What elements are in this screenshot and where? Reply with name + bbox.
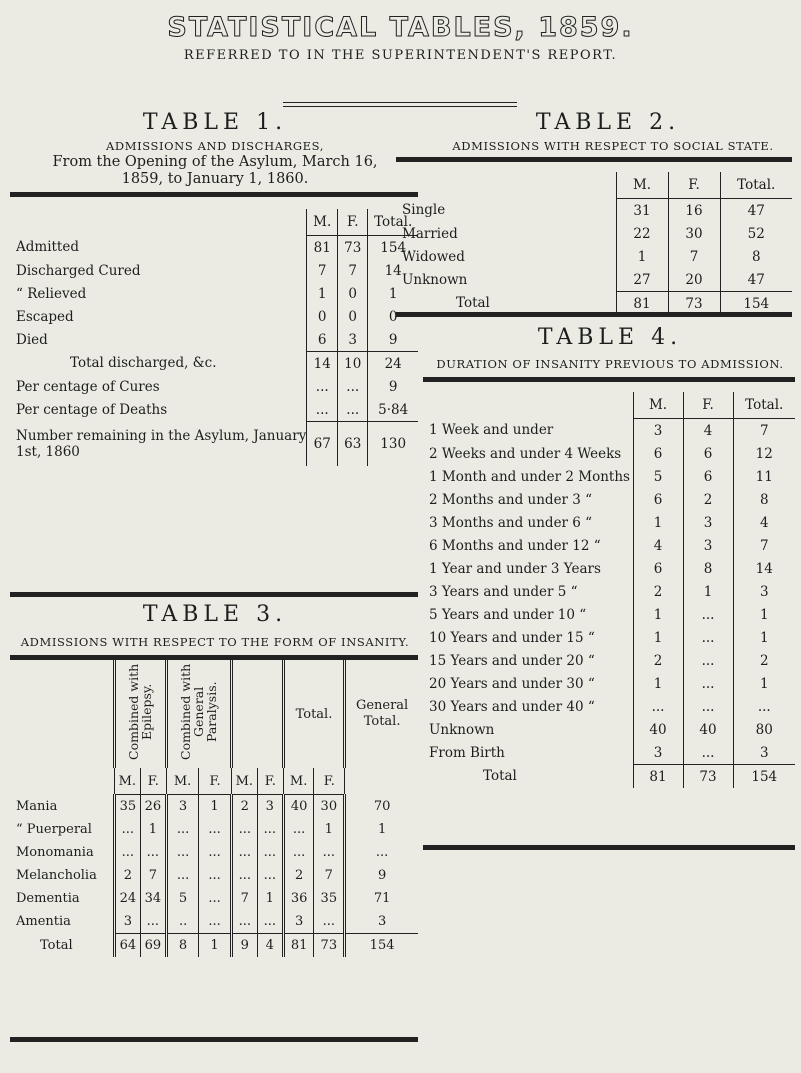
table1-caption: ADMISSIONS AND DISCHARGES, <box>106 139 324 153</box>
divider <box>283 106 517 107</box>
row-label: Escaped <box>16 308 74 325</box>
table-row <box>396 199 792 223</box>
cell-value: ... <box>257 818 283 841</box>
cell-f: 0 <box>338 305 368 328</box>
cell-m: 2 <box>633 649 683 672</box>
cell-total: 3 <box>733 580 795 603</box>
table-row <box>423 580 795 603</box>
cell-value: ... <box>199 864 231 887</box>
row-label: 1 Week and under <box>429 422 554 439</box>
row-label: From Birth <box>429 744 505 761</box>
cell-value: 30 <box>314 795 345 819</box>
cell-value: 36 <box>283 887 314 910</box>
row-label: Per centage of Deaths <box>16 401 168 418</box>
cell-value: 1 <box>199 934 231 958</box>
cell-value: ... <box>231 818 257 841</box>
cell-value: ... <box>314 841 345 864</box>
table-row <box>10 236 418 260</box>
cell-value: 34 <box>140 887 166 910</box>
cell-total: 8 <box>733 488 795 511</box>
group-paralysis: Combined with General Paralysis. <box>178 663 220 761</box>
col-m: M. <box>307 209 338 236</box>
cell-f: 3 <box>338 328 368 352</box>
cell-f: 7 <box>338 259 368 282</box>
cell-value: 73 <box>314 934 345 958</box>
table-row <box>423 672 795 695</box>
table-row <box>10 282 418 305</box>
table-row <box>423 649 795 672</box>
row-label: 10 Years and under 15 “ <box>429 629 595 646</box>
cell-value: ... <box>199 818 231 841</box>
cell-m: 31 <box>616 199 668 223</box>
cell-value: 2 <box>283 864 314 887</box>
page-subtitle: REFERRED TO IN THE SUPERINTENDENT'S REPORT. <box>183 48 618 63</box>
cell-f: 73 <box>338 236 368 260</box>
cell-general-total: 1 <box>345 818 418 841</box>
cell-f: ... <box>683 626 733 649</box>
cell-m: 14 <box>307 352 338 376</box>
table-row <box>10 910 418 934</box>
cell-total: 47 <box>720 268 792 292</box>
cell-f: 30 <box>668 222 720 245</box>
cell-f: 3 <box>683 534 733 557</box>
cell-m: 4 <box>633 534 683 557</box>
col-f: F. <box>140 768 166 795</box>
col-m: M. <box>114 768 140 795</box>
cell-value: ... <box>257 864 283 887</box>
table-row <box>10 375 418 398</box>
col-f: F. <box>314 768 345 795</box>
table-row <box>396 245 792 268</box>
table3-title: TABLE 3. <box>142 602 288 627</box>
row-label: Total discharged, &c. <box>70 355 217 372</box>
table4-caption: DURATION OF INSANITY PREVIOUS TO ADMISSION. <box>436 357 784 371</box>
cell-value: ... <box>231 864 257 887</box>
col-f: F. <box>199 768 231 795</box>
row-label: 5 Years and under 10 “ <box>429 606 587 623</box>
cell-m: ... <box>307 398 338 422</box>
col-f: F. <box>338 209 368 236</box>
table-row <box>10 818 418 841</box>
cell-total: 7 <box>733 419 795 443</box>
row-label: Unknown <box>402 271 468 288</box>
cell-m: 81 <box>633 765 683 789</box>
table-row <box>10 795 418 819</box>
table-row <box>10 305 418 328</box>
cell-value: 35 <box>114 795 140 819</box>
table-row <box>423 419 795 443</box>
table-row <box>423 488 795 511</box>
table4-header <box>423 392 795 419</box>
col-total: Total. <box>368 209 418 236</box>
table4 <box>423 377 795 850</box>
divider <box>283 102 517 103</box>
cell-value: ... <box>231 910 257 934</box>
table-row <box>10 887 418 910</box>
cell-total: 130 <box>368 422 418 466</box>
cell-total: 1 <box>368 282 418 305</box>
col-m: M. <box>283 768 314 795</box>
row-label: Total <box>483 768 517 785</box>
col-total: Total. <box>720 172 792 199</box>
cell-total: 14 <box>733 557 795 580</box>
cell-general-total: ... <box>345 841 418 864</box>
row-label: Total <box>456 295 490 312</box>
row-label <box>10 422 307 466</box>
cell-total: 154 <box>368 236 418 260</box>
cell-value: 7 <box>231 887 257 910</box>
table-row <box>10 328 418 352</box>
table-row <box>10 259 418 282</box>
row-label: 20 Years and under 30 “ <box>429 675 595 692</box>
cell-value: .. <box>166 910 198 934</box>
cell-m: 81 <box>307 236 338 260</box>
cell-m: 6 <box>633 442 683 465</box>
table-row <box>10 422 418 466</box>
row-label: “ Puerperal <box>16 822 92 837</box>
cell-total: 8 <box>720 245 792 268</box>
cell-total: 4 <box>733 511 795 534</box>
cell-total: 9 <box>368 328 418 352</box>
cell-value: 5 <box>166 887 198 910</box>
table-row <box>396 268 792 292</box>
cell-f: 6 <box>683 465 733 488</box>
cell-total: 154 <box>733 765 795 789</box>
row-label: 2 Weeks and under 4 Weeks <box>429 445 622 462</box>
col-m: M. <box>633 392 683 419</box>
col-f: F. <box>683 392 733 419</box>
cell-m: 67 <box>307 422 338 466</box>
row-label: Per centage of Cures <box>16 378 160 395</box>
cell-total: 5·84 <box>368 398 418 422</box>
cell-m: 22 <box>616 222 668 245</box>
table-row <box>423 511 795 534</box>
cell-value: ... <box>114 818 140 841</box>
cell-value: 1 <box>140 818 166 841</box>
row-label: 2 Months and under 3 “ <box>429 491 593 508</box>
cell-total: 11 <box>733 465 795 488</box>
cell-value: 69 <box>140 934 166 958</box>
cell-general-total: 70 <box>345 795 418 819</box>
cell-f: 6 <box>683 442 733 465</box>
cell-value: ... <box>166 818 198 841</box>
cell-total: 52 <box>720 222 792 245</box>
cell-f: 16 <box>668 199 720 223</box>
page-title: STATISTICAL TABLES, 1859. <box>167 12 634 43</box>
cell-total: 24 <box>368 352 418 376</box>
table-row <box>423 741 795 765</box>
cell-f: 7 <box>668 245 720 268</box>
table-row <box>423 465 795 488</box>
cell-f: 4 <box>683 419 733 443</box>
cell-value: ... <box>199 887 231 910</box>
cell-value: 3 <box>257 795 283 819</box>
table2 <box>396 157 792 317</box>
cell-value: 7 <box>314 864 345 887</box>
cell-m: 1 <box>633 626 683 649</box>
col-f: F. <box>668 172 720 199</box>
cell-value: 3 <box>283 910 314 934</box>
table-row <box>10 352 418 376</box>
row-label: Amentia <box>16 914 71 930</box>
table-row <box>10 934 418 958</box>
table3-header <box>10 768 418 795</box>
table2-title: TABLE 2. <box>535 110 681 135</box>
row-label: 1 Month and under 2 Months <box>429 468 630 485</box>
table3-group-header <box>10 660 418 768</box>
table-row <box>396 222 792 245</box>
cell-f: 63 <box>338 422 368 466</box>
cell-value: 2 <box>114 864 140 887</box>
cell-m: 2 <box>633 580 683 603</box>
cell-total: 9 <box>368 375 418 398</box>
table-row <box>423 557 795 580</box>
table1-title: TABLE 1. <box>142 110 288 135</box>
row-label: 30 Years and under 40 “ <box>429 698 595 715</box>
row-label: Admitted <box>16 239 79 256</box>
table4-title: TABLE 4. <box>537 325 683 350</box>
table-row <box>423 695 795 718</box>
cell-total: 1 <box>733 672 795 695</box>
cell-m: 3 <box>633 741 683 765</box>
cell-total: 3 <box>733 741 795 765</box>
table2-header <box>396 172 792 199</box>
cell-f: 73 <box>683 765 733 789</box>
row-label: 6 Months and under 12 “ <box>429 537 601 554</box>
cell-f: 2 <box>683 488 733 511</box>
row-label: Discharged Cured <box>16 262 141 279</box>
row-label: 1 Year and under 3 Years <box>429 560 601 577</box>
row-label: Widowed <box>402 248 465 265</box>
cell-total: 2 <box>733 649 795 672</box>
cell-total: 154 <box>720 292 792 316</box>
cell-total: 12 <box>733 442 795 465</box>
cell-value: 3 <box>114 910 140 934</box>
cell-total: ... <box>733 695 795 718</box>
cell-total: 1 <box>733 603 795 626</box>
table1 <box>10 192 418 597</box>
cell-m: 0 <box>307 305 338 328</box>
cell-f: 0 <box>338 282 368 305</box>
cell-value: ... <box>257 910 283 934</box>
cell-m: 1 <box>633 672 683 695</box>
cell-f: ... <box>683 695 733 718</box>
cell-m: 7 <box>307 259 338 282</box>
cell-value: ... <box>140 910 166 934</box>
cell-value: ... <box>257 841 283 864</box>
table-row <box>396 292 792 316</box>
cell-value: 4 <box>257 934 283 958</box>
cell-value: 1 <box>257 887 283 910</box>
cell-value: 64 <box>114 934 140 958</box>
row-label: Died <box>16 331 48 348</box>
cell-f: 10 <box>338 352 368 376</box>
table3-caption: ADMISSIONS WITH RESPECT TO THE FORM OF INSANITY. <box>20 635 410 649</box>
table2-caption: ADMISSIONS WITH RESPECT TO SOCIAL STATE. <box>452 139 774 153</box>
table-row <box>10 864 418 887</box>
cell-general-total: 9 <box>345 864 418 887</box>
table-row <box>10 841 418 864</box>
col-total: Total. <box>733 392 795 419</box>
cell-m: 3 <box>633 419 683 443</box>
cell-m: 81 <box>616 292 668 316</box>
cell-general-total: 71 <box>345 887 418 910</box>
cell-value: 35 <box>314 887 345 910</box>
row-label: Mania <box>16 798 58 814</box>
cell-value: ... <box>199 910 231 934</box>
cell-m: 1 <box>633 603 683 626</box>
cell-value: ... <box>283 841 314 864</box>
table-row <box>423 603 795 626</box>
cell-f: ... <box>683 649 733 672</box>
row-label-line: Number remaining in the Asylum, January <box>16 427 307 444</box>
group-epilepsy: Combined with Epilepsy. <box>126 663 155 761</box>
row-label: Monomania <box>16 845 94 860</box>
cell-m: 1 <box>633 511 683 534</box>
table-row <box>423 765 795 789</box>
cell-m: 5 <box>633 465 683 488</box>
cell-m: 6 <box>633 488 683 511</box>
cell-f: 3 <box>683 511 733 534</box>
col-f: F. <box>257 768 283 795</box>
cell-f: ... <box>683 672 733 695</box>
table1-header <box>10 209 418 236</box>
row-label: Unknown <box>429 721 495 738</box>
row-label: Married <box>402 225 458 242</box>
table-row <box>423 718 795 741</box>
cell-m: 1 <box>616 245 668 268</box>
table-row <box>423 626 795 649</box>
cell-value: ... <box>166 841 198 864</box>
col-m: M. <box>231 768 257 795</box>
cell-f: 8 <box>683 557 733 580</box>
cell-value: 8 <box>166 934 198 958</box>
cell-value: ... <box>114 841 140 864</box>
group-general-total: General Total. <box>355 698 409 729</box>
cell-value: ... <box>314 910 345 934</box>
table-row <box>423 534 795 557</box>
col-m: M. <box>616 172 668 199</box>
row-label: “ Relieved <box>16 285 87 302</box>
cell-f: ... <box>338 398 368 422</box>
cell-m: 1 <box>307 282 338 305</box>
cell-f: 40 <box>683 718 733 741</box>
cell-value: ... <box>283 818 314 841</box>
row-label: 3 Months and under 6 “ <box>429 514 593 531</box>
cell-total: 7 <box>733 534 795 557</box>
table-row <box>423 442 795 465</box>
cell-general-total: 3 <box>345 910 418 934</box>
cell-value: 7 <box>140 864 166 887</box>
table3 <box>10 655 418 1042</box>
cell-m: 27 <box>616 268 668 292</box>
row-label: Total <box>40 937 73 953</box>
col-m: M. <box>166 768 198 795</box>
table1-caption2: From the Opening of the Asylum, March 16, 1859, to January 1, 1860. <box>52 154 378 187</box>
row-label: 3 Years and under 5 “ <box>429 583 578 600</box>
cell-value: ... <box>199 841 231 864</box>
row-label: Single <box>402 202 446 219</box>
cell-f: ... <box>338 375 368 398</box>
cell-f: 20 <box>668 268 720 292</box>
cell-value: 2 <box>231 795 257 819</box>
cell-value: ... <box>140 841 166 864</box>
cell-f: 1 <box>683 580 733 603</box>
row-label: 15 Years and under 20 “ <box>429 652 595 669</box>
cell-value: 24 <box>114 887 140 910</box>
row-label: Melancholia <box>16 868 97 883</box>
cell-m: 6 <box>633 557 683 580</box>
table-row <box>10 398 418 422</box>
cell-general-total: 154 <box>345 934 418 958</box>
cell-m: 40 <box>633 718 683 741</box>
cell-m: ... <box>633 695 683 718</box>
cell-f: ... <box>683 603 733 626</box>
cell-value: 81 <box>283 934 314 958</box>
cell-total: 1 <box>733 626 795 649</box>
cell-total: 80 <box>733 718 795 741</box>
cell-value: 1 <box>314 818 345 841</box>
cell-total: 0 <box>368 305 418 328</box>
cell-m: 6 <box>307 328 338 352</box>
cell-f: ... <box>683 741 733 765</box>
cell-f: 73 <box>668 292 720 316</box>
cell-value: 26 <box>140 795 166 819</box>
cell-m: ... <box>307 375 338 398</box>
cell-value: ... <box>231 841 257 864</box>
group-total: Total. <box>295 706 333 722</box>
cell-total: 47 <box>720 199 792 223</box>
cell-value: ... <box>166 864 198 887</box>
row-label: Dementia <box>16 891 80 906</box>
cell-value: 1 <box>199 795 231 819</box>
cell-total: 14 <box>368 259 418 282</box>
row-label-line: 1st, 1860 <box>16 443 80 460</box>
cell-value: 9 <box>231 934 257 958</box>
cell-value: 3 <box>166 795 198 819</box>
cell-value: 40 <box>283 795 314 819</box>
